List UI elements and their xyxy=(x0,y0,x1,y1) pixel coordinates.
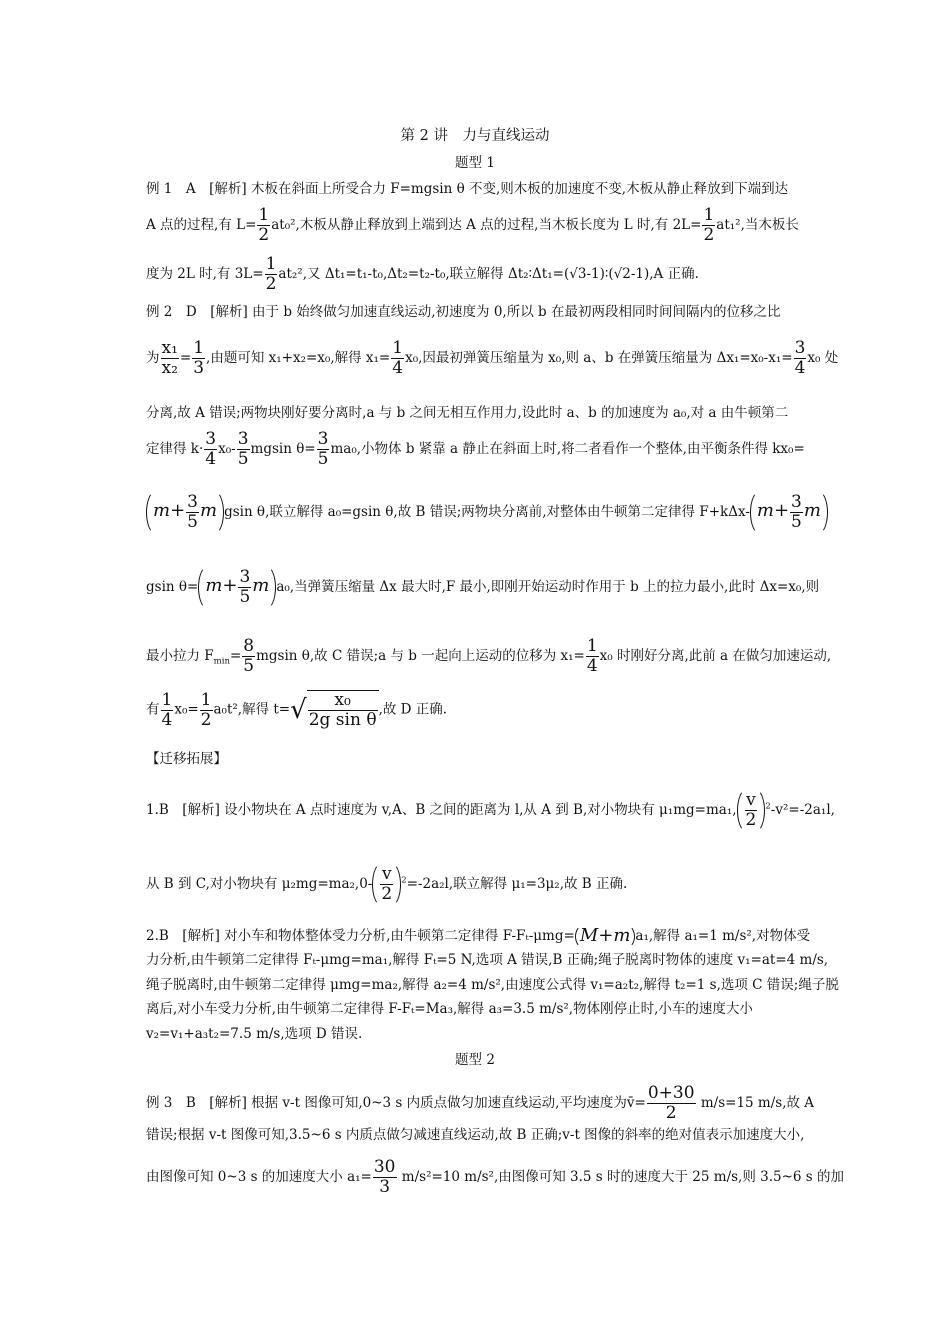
fraction: $\frac{1}{4}$ xyxy=(392,338,404,378)
fraction: $\frac{\text{x₀}}{\text{2g sin θ}}$ xyxy=(308,690,377,730)
fraction: $\frac{3}{4}$ xyxy=(794,338,806,378)
fraction: $\frac{v}{2}$ xyxy=(745,790,757,830)
fraction: $\frac{1}{4}$ xyxy=(161,689,173,730)
transfer-heading: 【迁移拓展】 xyxy=(146,751,227,767)
q2-line5: v₂=v₁+a₃t₂=7.5 m/s,选项 D 错误. xyxy=(146,1026,363,1042)
q1-line1: 1.B [解析] 设小物块在 A 点时速度为 v,A、B 之间的距离为 l,从 A 到 B,对小物块有 μ₁mg=ma₁, $\frac{v}{2}$ $^2$-v²=-2a₁l, xyxy=(146,788,835,833)
fraction: $\frac{8}{5}$ xyxy=(243,636,255,676)
ex2-line2: 为 $\frac{\text{x₁}}{\text{x₂}}$ = $\frac{1}{3}$ ,由题可知 x₁+x₂=x₀,解得 x₁= $\frac{1}{4}$ x₀,因最初弹簧压缩量为 x₀,则 a、b 在弹簧压缩量为 Δx₁=x₀-x₁= $\frac{3}{4}$ x₀ 处 xyxy=(146,338,839,378)
fraction: $\frac{1}{3}$ xyxy=(193,338,205,378)
parenthesis-expression: M+m xyxy=(575,925,636,948)
parenthesis-expression: m+ $\frac{3}{5}$ m xyxy=(750,490,828,535)
fraction: $\frac{3}{4}$ xyxy=(205,429,217,469)
ex3-line2: 错误;根据 v-t 图像可知,3.5~6 s 内质点做匀减速直线运动,故 B 正确;v-t 图像的斜率的绝对值表示加速度大小, xyxy=(146,1127,805,1143)
square-root: √ $\frac{\text{x₀}}{\text{2g sin θ}}$ xyxy=(290,690,377,730)
parenthesis-expression: m+ $\frac{3}{5}$ m xyxy=(198,565,276,610)
fraction: $\frac{1}{2}$ xyxy=(258,205,270,245)
ex3-line1: 例 3 B [解析] 根据 v-t 图像可知,0~3 s 内质点做匀加速直线运动,平均速度为v̄= $\frac{0+30}{2}$ m/s=15 m/s,故 A xyxy=(146,1083,815,1123)
ex1-line2: A 点的过程,有 L= $\frac{1}{2}$ at₀²,木板从静止释放到上端到达 A 点的过程,当木板长度为 L 时,有 2L= $\frac{1}{2}$ at₁²,当木板长 xyxy=(146,205,799,245)
fraction: $\frac{1}{4}$ xyxy=(586,636,598,676)
ex2-line7: 最小拉力 $F_{min}=$ $\frac{8}{5}$ mgsin θ,故 C 错误;a 与 b 一起向上运动的位移为 x₁= $\frac{1}{4}$ x₀ 时刚好分离,此前 a 在做匀加速运动, xyxy=(146,636,832,676)
ex2-line3: 分离,故 A 错误;两物块刚好要分离时,a 与 b 之间无相互作用力,设此时 a、b 的加速度为 a₀,对 a 由牛顿第二 xyxy=(146,405,789,421)
fraction: $\frac{1}{2}$ xyxy=(265,254,277,294)
parenthesis-expression: m+ $\frac{3}{5}$ m xyxy=(146,490,224,535)
ex2-line1: 例 2 D [解析] 由于 b 始终做匀加速直线运动,初速度为 0,所以 b 在最初两段相同时间间隔内的位移之比 xyxy=(146,304,781,320)
ex2-line6: gsin θ= m+ $\frac{3}{5}$ m a₀,当弹簧压缩量 Δx 最大时,F 最小,即刚开始运动时作用于 b 上的拉力最小,此时 Δx=x₀,则 xyxy=(146,565,819,610)
ex1-line3: 度为 2L 时,有 3L= $\frac{1}{2}$ at₂²,又 Δt₁=t₁-t₀,Δt₂=t₂-t₀,联立解得 Δt₂∶Δt₁=(√3-1)∶(√2-1),A 正确. xyxy=(146,254,699,294)
page-title: 第 2 讲 力与直线运动 xyxy=(400,128,550,144)
fraction: $\frac{3}{5}$ xyxy=(239,567,251,607)
fraction: $\frac{3}{5}$ xyxy=(317,429,329,469)
ex1-line1: 例 1 A [解析] 木板在斜面上所受合力 F=mgsin θ 不变,则木板的加速度不变,木板从静止释放到下端到达 xyxy=(146,181,789,197)
section-heading-type2: 题型 2 xyxy=(455,1052,495,1068)
ex2-line5: m+ $\frac{3}{5}$ m gsin θ,联立解得 a₀=gsin θ,故 B 错误;两物块分离前,对整体由牛顿第二定律得 F+kΔx- m+ $\frac{3}{5}$ m xyxy=(146,490,828,535)
fraction: $\frac{3}{5}$ xyxy=(237,429,249,469)
q2-line2: 力分析,由牛顿第二定律得 Fₜ-μmg=ma₁,解得 Fₜ=5 N,选项 A 错误,B 正确;绳子脱离时物体的速度 v₁=at=4 m/s, xyxy=(146,952,829,968)
fraction: $\frac{\text{x₁}}{\text{x₂}}$ xyxy=(161,338,178,378)
fraction: $\frac{3}{5}$ xyxy=(791,492,802,532)
q2-line1: 2.B [解析] 对小车和物体整体受力分析,由牛顿第二定律得 F-Fₜ-μmg= M+m a₁,解得 a₁=1 m/s²,对物体受 xyxy=(146,925,811,946)
fraction: $\frac{1}{2}$ xyxy=(703,205,715,245)
fraction: $\frac{1}{2}$ xyxy=(200,689,212,730)
q2-line4: 离后,对小车受力分析,由牛顿第二定律得 F-Fₜ=Ma₃,解得 a₃=3.5 m/s²,物体刚停止时,小车的速度大小 xyxy=(146,1001,753,1017)
q1-line2: 从 B 到 C,对小物块有 μ₂mg=ma₂,0- $\frac{v}{2}$ $^2$=-2a₂l,联立解得 μ₁=3μ₂,故 B 正确. xyxy=(146,862,627,907)
q2-line3: 绳子脱离时,由牛顿第二定律得 μmg=ma₂,解得 a₂=4 m/s²,由速度公式得 v₁=a₂t₂,解得 t₂=1 s,选项 C 错误;绳子脱 xyxy=(146,977,839,993)
ex2-line8: 有 $\frac{1}{4}$ x₀= $\frac{1}{2}$ a₀t²,解得 t=√ $\frac{\text{x₀}}{\text{2g sin θ}}$ ,故 D 正确. xyxy=(146,689,448,730)
fraction: $\frac{3}{5}$ xyxy=(187,492,198,532)
ex3-line3: 由图像可知 0~3 s 的加速度大小 a₁= $\frac{30}{3}$ m/s²=10 m/s²,由图像可知 3.5 s 时的速度大于 25 m/s,则 3.5~6 s 的加 xyxy=(146,1157,845,1197)
parenthesis-expression xyxy=(372,862,401,907)
section-heading-type1: 题型 1 xyxy=(455,155,495,171)
parenthesis-expression xyxy=(737,788,766,833)
fraction: $\frac{v}{2}$ xyxy=(381,864,393,904)
ex2-line4: 定律得 k· $\frac{3}{4}$ x₀- $\frac{3}{5}$ mgsin θ= $\frac{3}{5}$ ma₀,小物体 b 紧靠 a 静止在斜面上时,将二者看作一个整体,由平衡条件得 kx₀= xyxy=(146,429,805,469)
fraction: $\frac{0+30}{2}$ xyxy=(647,1083,695,1123)
fraction: $\frac{30}{3}$ xyxy=(373,1157,396,1197)
